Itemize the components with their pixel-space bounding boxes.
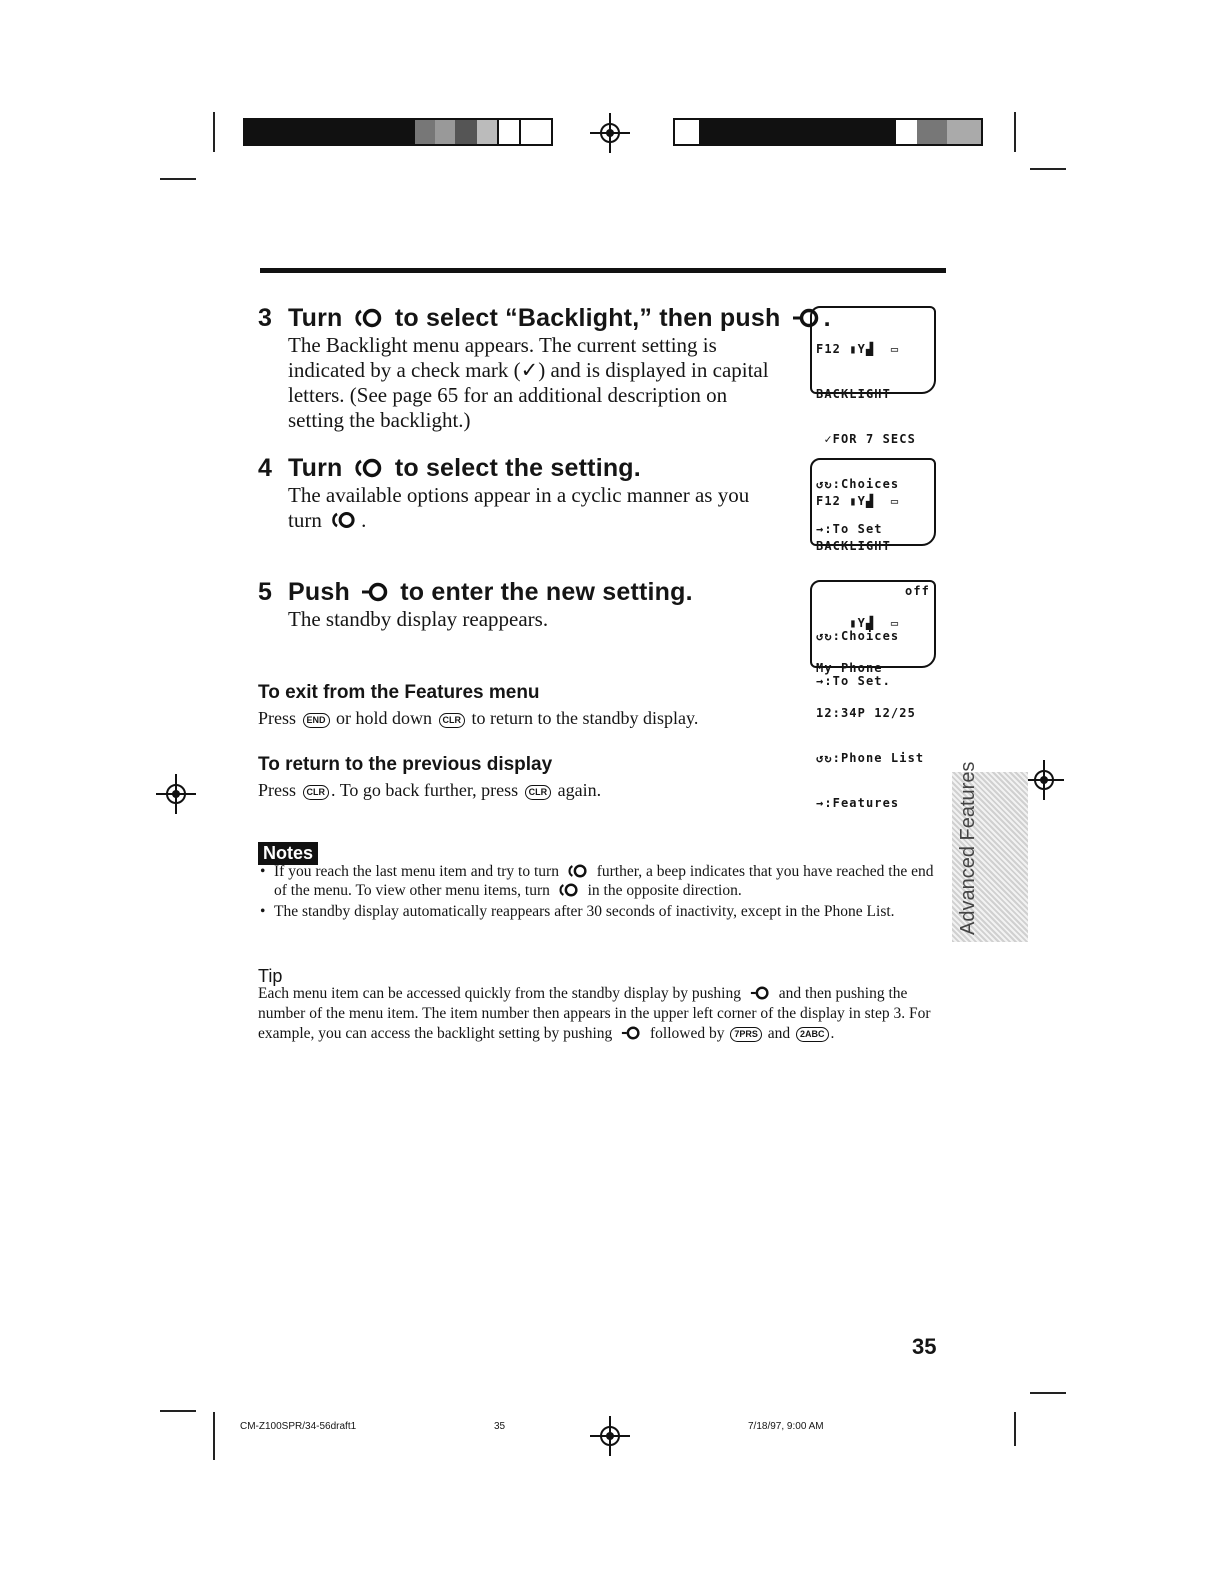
crop-mark <box>1014 1412 1016 1446</box>
note-item <box>258 862 938 900</box>
step-heading-text: . <box>823 304 831 332</box>
crop-mark <box>1014 112 1016 152</box>
registration-bar-right <box>673 118 983 146</box>
step-number: 5 <box>258 578 273 606</box>
step-4 <box>258 454 788 533</box>
clr-key-icon: CLR <box>303 785 330 800</box>
return-text <box>258 780 601 801</box>
registration-crosshair-icon <box>590 1416 630 1456</box>
lcd-line: off <box>905 584 930 598</box>
step-description: The Backlight menu appears. The current setting is indicated by a check mark (✓) and is displayed in capital letters. (See page 65 for an additional description on setting the backlight.) <box>288 333 769 432</box>
end-key-icon: END <box>303 713 330 728</box>
crop-mark <box>213 112 215 152</box>
step-description: The standby display reappears. <box>288 607 549 631</box>
lcd-line: ↺↻:Phone List <box>816 751 925 765</box>
key-7-icon: 7PRS <box>730 1027 762 1042</box>
lcd-line: BACKLIGHT <box>816 387 891 401</box>
step-description <box>288 483 788 533</box>
jog-dial-push-icon <box>361 582 389 602</box>
jog-dial-turn-icon <box>354 308 384 328</box>
section-rule <box>260 268 946 273</box>
jog-dial-turn-icon <box>558 883 580 897</box>
note-text: further, a beep indicates that you have reached the end of the menu. To view other menu items, turn <box>274 863 934 899</box>
lcd-line: 12:34P 12/25 <box>816 706 916 720</box>
tip-text-part: and then pushing the number of the menu item. The item number then appears in the upper left corner of the display in step 3. For example, you can access the backlight setting by pushing <box>258 985 931 1042</box>
exit-text-part: Press <box>258 708 297 728</box>
page-number: 35 <box>912 1334 937 1359</box>
notes-badge: Notes <box>258 842 318 865</box>
step-heading-text: to select “Backlight,” then push <box>394 304 781 332</box>
step-heading-text: Push <box>288 578 350 606</box>
crop-mark <box>1030 1392 1066 1394</box>
footer-page: 35 <box>494 1421 506 1432</box>
lcd-status-line: ▮Y▟ ▭ <box>816 616 900 630</box>
step-heading-text: to enter the new setting. <box>400 578 693 606</box>
notes-list <box>258 862 938 923</box>
return-text-part: . To go back further, press <box>331 780 519 800</box>
return-heading: To return to the previous display <box>258 754 553 775</box>
exit-text-part: to return to the standby display. <box>471 708 699 728</box>
footer-doc-id: CM-Z100SPR/34-56draft1 <box>240 1421 357 1432</box>
clr-key-icon: CLR <box>439 713 466 728</box>
exit-text-part: or hold down <box>336 708 433 728</box>
step-heading <box>258 454 788 483</box>
tip-text-part: and <box>767 1025 791 1042</box>
jog-dial-push-icon <box>749 986 771 1000</box>
jog-dial-push-icon <box>620 1026 642 1040</box>
step-number: 3 <box>258 304 273 332</box>
step-heading-text: Turn <box>288 304 343 332</box>
step-description-text: The available options appear in a cyclic manner as you turn <box>288 483 750 532</box>
lcd-status-line: F12 ▮Y▟ ▭ <box>816 494 900 508</box>
jog-dial-turn-icon <box>354 458 384 478</box>
lcd-line: →:Features <box>816 796 900 810</box>
lcd-line: ✓FOR 7 SECS <box>816 432 916 446</box>
lcd-line: ↺↻:Choices <box>816 629 900 643</box>
lcd-line: BACKLIGHT <box>816 539 891 553</box>
registration-crosshair-icon <box>156 774 196 814</box>
step-heading <box>258 578 778 607</box>
step-number: 4 <box>258 454 273 482</box>
note-item: • The standby display automatically reappears after 30 seconds of inactivity, except in the Phone List. <box>258 902 938 921</box>
step-5 <box>258 578 778 632</box>
step-heading-text: Turn <box>288 454 343 482</box>
registration-bar-left <box>243 118 553 146</box>
step-heading-text: to select the setting. <box>394 454 641 482</box>
key-2-icon: 2ABC <box>796 1027 829 1042</box>
jog-dial-turn-icon <box>331 511 357 529</box>
crop-mark <box>1030 168 1066 170</box>
step-heading <box>258 304 831 333</box>
section-side-tab-label: Advanced Features <box>957 761 979 935</box>
exit-text <box>258 708 698 729</box>
return-text-part: again. <box>557 780 602 800</box>
tip-text-part: . <box>830 1025 835 1042</box>
step-3 <box>258 304 831 433</box>
lcd-line: My Phone <box>816 661 883 675</box>
note-text: If you reach the last menu item and try to turn <box>274 863 559 880</box>
lcd-line: →:To Set. <box>816 674 891 688</box>
tip-text <box>258 984 944 1044</box>
registration-crosshair-icon <box>590 113 630 153</box>
crop-mark <box>160 1410 196 1412</box>
return-text-part: Press <box>258 780 297 800</box>
clr-key-icon: CLR <box>525 785 552 800</box>
exit-heading: To exit from the Features menu <box>258 682 540 703</box>
jog-dial-turn-icon <box>567 864 589 878</box>
tip-text-part: Each menu item can be accessed quickly from the standby display by pushing <box>258 985 741 1002</box>
crop-mark <box>160 178 196 180</box>
footer-date: 7/18/97, 9:00 AM <box>748 1421 824 1432</box>
lcd-line: ↺↻:Choices <box>816 477 900 491</box>
tip-heading: Tip <box>258 966 283 986</box>
lcd-line: →:To Set <box>816 522 883 536</box>
step-description-text: . <box>361 508 367 532</box>
registration-crosshair-icon <box>1024 760 1064 800</box>
tip-text-part: followed by <box>650 1025 725 1042</box>
crop-mark <box>213 1412 215 1460</box>
lcd-display-backlight <box>810 306 936 536</box>
lcd-status-line: F12 ▮Y▟ ▭ <box>816 342 900 356</box>
note-text: in the opposite direction. <box>587 882 742 899</box>
